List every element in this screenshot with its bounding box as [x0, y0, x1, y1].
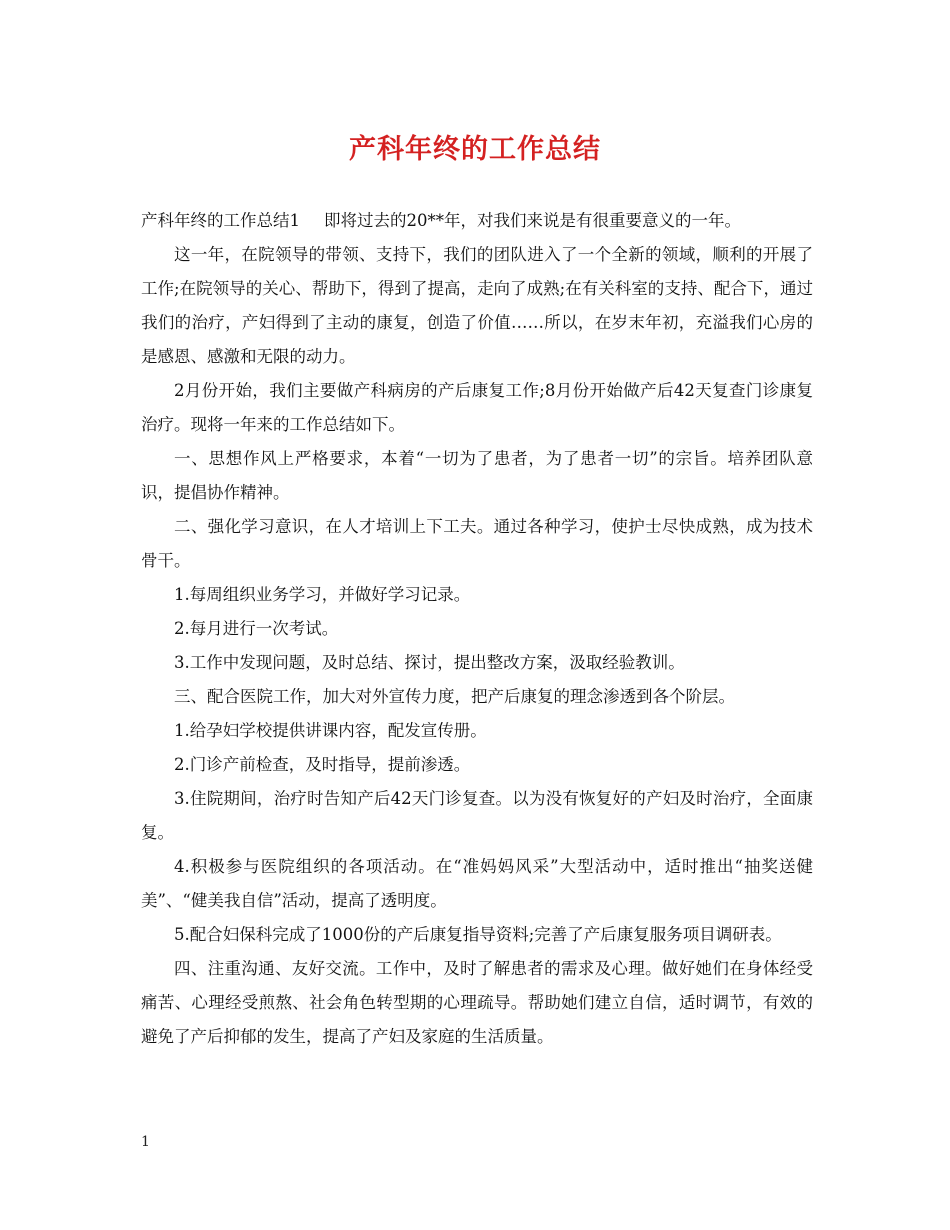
intro-paragraph	[141, 204, 813, 238]
list-item: 1.给孕妇学校提供讲课内容，配发宣传册。	[174, 721, 487, 740]
document-body	[141, 204, 813, 1054]
list-item: 3.工作中发现问题，及时总结、探讨，提出整改方案，汲取经验教训。	[174, 653, 685, 672]
list-item: 4.积极参与医院组织的各项活动。在“准妈妈风采”大型活动中，适时推出“抽奖送健美”、“健美我自信”活动，提高了透明度。	[141, 857, 813, 910]
document-title: 产科年终的工作总结	[349, 134, 601, 165]
body-paragraph: 一、思想作风上严格要求，本着“一切为了患者，为了患者一切”的宗旨。培养团队意识，提倡协作精神。	[141, 449, 813, 502]
page-number: 1	[141, 1134, 150, 1150]
list-item: 2.每月进行一次考试。	[174, 619, 339, 638]
intro-text: 即将过去的20**年，对我们来说是有很重要意义的一年。	[324, 211, 741, 230]
body-paragraph: 四、注重沟通、友好交流。工作中，及时了解患者的需求及心理。做好她们在身体经受痛苦、心理经受煎熬、社会角色转型期的心理疏导。帮助她们建立自信，适时调节，有效的避免了产后抑郁的发生，提高了产妇及家庭的生活质量。	[141, 959, 813, 1046]
list-item: 2.门诊产前检查，及时指导，提前渗透。	[174, 755, 471, 774]
body-paragraph: 三、配合医院工作，加大对外宣传力度，把产后康复的理念渗透到各个阶层。	[174, 687, 735, 706]
body-paragraph: 这一年，在院领导的带领、支持下，我们的团队进入了一个全新的领域，顺利的开展了工作;在院领导的关心、帮助下，得到了提高，走向了成熟;在有关科室的支持、配合下，通过我们的治疗，产妇得到了主动的康复，创造了价值……所以，在岁末年初，充溢我们心房的是感恩、感激和无限的动力。	[141, 245, 813, 366]
list-item: 1.每周组织业务学习，并做好学习记录。	[174, 585, 471, 604]
list-item: 3.住院期间，治疗时告知产后42天门诊复查。以为没有恢复好的产妇及时治疗，全面康复。	[141, 789, 813, 842]
body-paragraph: 2月份开始，我们主要做产科病房的产后康复工作;8月份开始做产后42天复查门诊康复治疗。现将一年来的工作总结如下。	[141, 381, 813, 434]
body-paragraph: 二、强化学习意识，在人才培训上下工夫。通过各种学习，使护士尽快成熟，成为技术骨干。	[141, 517, 813, 570]
list-item: 5.配合妇保科完成了1000份的产后康复指导资料;完善了产后康复服务项目调研表。	[174, 925, 782, 944]
intro-label: 产科年终的工作总结1	[141, 211, 300, 230]
